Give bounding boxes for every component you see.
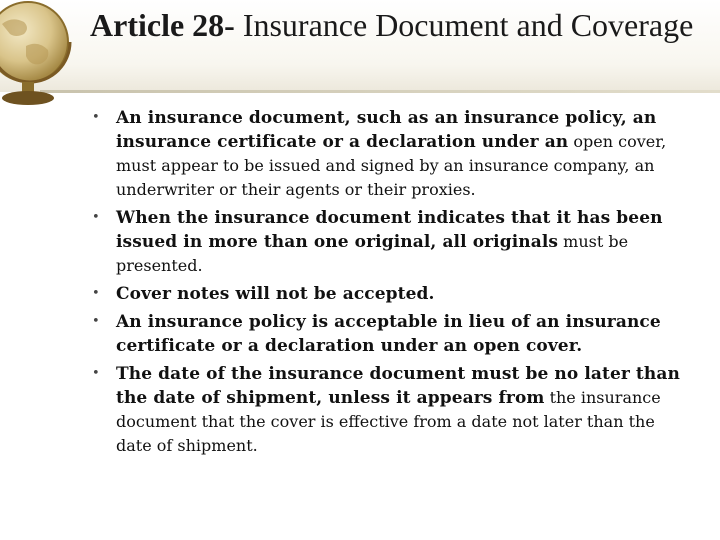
list-item	[92, 106, 682, 202]
page-title	[90, 6, 710, 44]
bullet-icon: •	[92, 110, 100, 125]
bullet-list	[92, 106, 682, 458]
bullet-icon: •	[92, 286, 100, 301]
list-item	[92, 362, 682, 458]
bullet-text-bold: When the insurance document indicates that it has been issued in more than one original, all originals	[116, 208, 663, 252]
bullet-text-bold: The date of the insurance document must be no later than the date of shipment, unless it appears from	[116, 364, 680, 408]
list-item	[92, 310, 682, 358]
bullet-text-bold: An insurance document, such as an insurance policy, an insurance certificate or a declaration under an	[116, 108, 657, 152]
bullet-text: the insurance document that the cover is effective from a date not later than the date of shipment.	[116, 388, 661, 455]
header-divider	[40, 90, 720, 93]
bullet-text: must be presented.	[116, 232, 629, 275]
bullet-text-bold: An insurance policy is acceptable in lieu of an insurance certificate or a declaration under an open cover.	[116, 312, 661, 356]
list-item	[92, 282, 682, 306]
bullet-icon: •	[92, 314, 100, 329]
bullet-icon: •	[92, 210, 100, 225]
globe-icon	[0, 0, 72, 112]
bullet-text-bold: Cover notes will not be accepted.	[116, 284, 435, 304]
title-text: Insurance Document and Coverage	[234, 7, 694, 43]
list-item	[92, 206, 682, 278]
title-article-number: Article 28-	[90, 7, 235, 43]
bullet-icon: •	[92, 366, 100, 381]
bullet-text: open cover, must appear to be issued and signed by an insurance company, an underwriter or their agents or their proxies.	[116, 132, 667, 199]
bullet-list-container	[92, 106, 682, 462]
